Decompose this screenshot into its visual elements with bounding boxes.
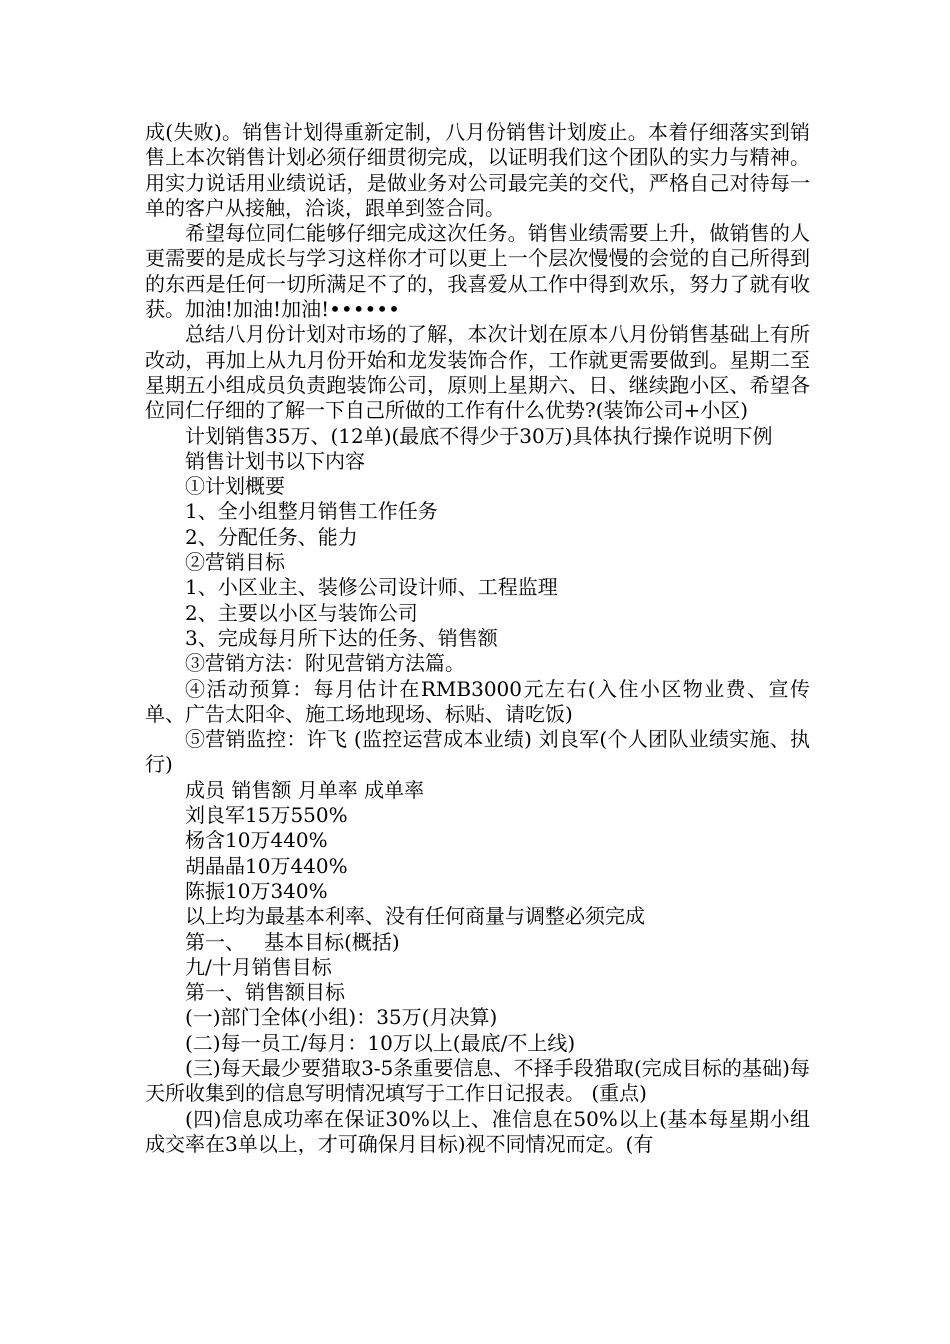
list-line: 2、分配任务、能力 [185, 524, 358, 549]
section-heading: 第一、 基本目标(概括) [185, 929, 400, 954]
member-table-header: 成员 销售额 月单率 成单率 [185, 777, 425, 802]
list-line: 销售计划书以下内容 [185, 448, 365, 473]
paragraph-target-4: (四)信息成功率在保证30%以上、准信息在50%以上(基本每星期小组成交率在3单以上，才可确保月目标)视不同情况而定。(有 [145, 1106, 810, 1156]
document-body [145, 120, 810, 1157]
paragraph-sales-plan: 计划销售35万、(12单)(最底不得少于30万)具体执行操作说明下例 [185, 423, 773, 448]
list-line: 1、全小组整月销售工作任务 [185, 499, 438, 524]
list-line: ①计划概要 [185, 474, 285, 499]
member-row: 杨含10万440% [185, 828, 328, 853]
list-line: (二)每一员工/每月：10万以上(最底/不上线) [185, 1030, 576, 1055]
section-heading: 第一、销售额目标 [185, 980, 345, 1005]
list-line: ③营销方法：附见营销方法篇。 [185, 651, 465, 676]
paragraph-encouragement: 希望每位同仁能够仔细完成这次任务。销售业绩需要上升，做销售的人更需要的是成长与学习这样你才可以更上一个层次慢慢的会觉的自己所得到的东西是任何一切所满足不了的，我喜爱从工作中得到欢乐，努力了就有收获。加油!加油!加油!•••••• [145, 221, 810, 322]
section-heading: 九/十月销售目标 [185, 954, 332, 979]
member-row: 胡晶晶10万440% [185, 853, 348, 878]
member-row: 陈振10万340% [185, 878, 328, 903]
list-line: ②营销目标 [185, 550, 285, 575]
paragraph-intro: 成(失败)。销售计划得重新定制，八月份销售计划废止。本着仔细落实到销售上本次销售计划必须仔细贯彻完成，以证明我们这个团队的实力与精神。用实力说话用业绩说话，是做业务对公司最完美的交代，严格自己对待每一单的客户从接触，洽谈，跟单到签合同。 [145, 120, 810, 220]
list-line: (一)部门全体(小组)：35万(月决算) [185, 1005, 498, 1030]
paragraph-budget: ④活动预算：每月估计在RMB3000元左右(入住小区物业费、宣传单、广告太阳伞、施工场地现场、标贴、请吃饭) [145, 676, 810, 726]
paragraph-monitoring: ⑤营销监控：许飞 (监控运营成本业绩) 刘良军(个人团队业绩实施、执行) [145, 727, 810, 777]
paragraph-summary: 总结八月份计划对市场的了解，本次计划在原本八月份销售基础上有所改动，再加上从九月份开始和龙发装饰合作，工作就更需要做到。星期二至星期五小组成员负责跑装饰公司，原则上星期六、日、继续跑小区、希望各位同仁仔细的了解一下自己所做的工作有什么优势?(装饰公司+小区) [145, 322, 810, 423]
list-line: 2、主要以小区与装饰公司 [185, 600, 418, 625]
list-line: 以上均为最基本利率、没有任何商量与调整必须完成 [185, 904, 645, 929]
paragraph-target-3: (三)每天最少要猎取3-5条重要信息、不择手段猎取(完成目标的基础)每天所收集到的信息写明情况填写于工作日记报表。 (重点) [145, 1055, 810, 1106]
list-line: 1、小区业主、装修公司设计师、工程监理 [185, 575, 558, 600]
member-row: 刘良军15万550% [185, 803, 348, 828]
list-line: 3、完成每月所下达的任务、销售额 [185, 625, 498, 650]
